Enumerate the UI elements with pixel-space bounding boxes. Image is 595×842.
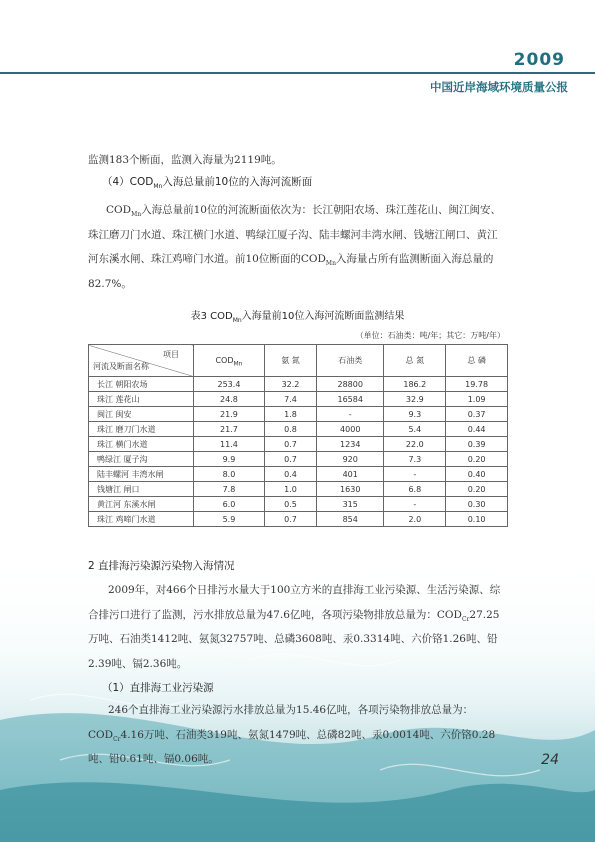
cell-river-name: 鸭绿江 厦子沟 — [89, 452, 194, 467]
cell-tp: 0.20 — [446, 452, 508, 467]
cell-river-name: 长江 朝阳农场 — [89, 377, 194, 392]
cell-cod: 11.4 — [194, 437, 265, 452]
cell-oil: 315 — [317, 497, 384, 512]
cell-tn: - — [384, 497, 446, 512]
cell-tp: 0.39 — [446, 437, 508, 452]
table-row — [89, 512, 508, 527]
cell-tn: 186.2 — [384, 377, 446, 392]
col-header-cod: $COD_{Mn}$ — [194, 345, 265, 377]
cod-river-table — [88, 344, 508, 527]
cell-tn: 32.9 — [384, 392, 446, 407]
intro-line: 监测183个断面，监测入海量为2119吨。 — [88, 154, 282, 166]
table-row — [89, 437, 508, 452]
cell-tn: 2.0 — [384, 512, 446, 527]
col-header-total-phosphorus: 总 磷 — [446, 345, 508, 377]
cell-tp: 0.40 — [446, 467, 508, 482]
cell-nh: 1.0 — [264, 482, 316, 497]
corner-top-label: 项目 — [163, 350, 179, 359]
cell-river-name: 珠江 鸡啼门水道 — [89, 512, 194, 527]
cell-nh: 1.8 — [264, 407, 316, 422]
table-row — [89, 377, 508, 392]
corner-bottom-label: 河流及断面名称 — [93, 362, 149, 371]
cell-cod: 21.7 — [194, 422, 265, 437]
table-row — [89, 422, 508, 437]
header-rule — [0, 72, 595, 74]
cell-nh: 0.4 — [264, 467, 316, 482]
cell-oil: 401 — [317, 467, 384, 482]
cell-nh: 7.4 — [264, 392, 316, 407]
table-row — [89, 407, 508, 422]
cell-oil: 854 — [317, 512, 384, 527]
section-2-heading: 2 直排海污染源污染物入海情况 — [88, 560, 235, 572]
cell-tp: 0.20 — [446, 482, 508, 497]
subsection-1-heading: （1）直排海工业污染源 — [102, 682, 214, 694]
cell-nh: 0.7 — [264, 512, 316, 527]
cell-tn: 7.3 — [384, 452, 446, 467]
cell-oil: 1234 — [317, 437, 384, 452]
page-number: 24 — [541, 752, 559, 768]
table-row — [89, 497, 508, 512]
cell-river-name: 陆丰螺河 丰湾水闸 — [89, 467, 194, 482]
cell-tn: - — [384, 467, 446, 482]
cell-cod: 7.8 — [194, 482, 265, 497]
cell-tp: 0.44 — [446, 422, 508, 437]
table-header-row — [89, 345, 508, 377]
table-caption: 表3 $COD_{Mn}$入海量前10位入海河流断面监测结果 — [190, 311, 405, 324]
header-year: 2009 — [513, 50, 565, 70]
col-header-total-nitrogen: 总 氮 — [384, 345, 446, 377]
section-4-paragraph: $COD_{Mn}$入海总量前10位的河流断面依次为：长江朝阳农场、珠江莲花山、闽江闽安、珠江磨刀门水道、珠江横门水道、鸭绿江厦子沟、陆丰螺河丰湾水闸、钱塘江闸口、黄江河东溪水闸、珠江鸡啼门水道。前10位断面的$COD_{Mn}$入海量占所有监测断面入海总量的82.7%。 — [88, 204, 501, 290]
cell-oil: 28800 — [317, 377, 384, 392]
cell-tn: 9.3 — [384, 407, 446, 422]
cell-tn: 22.0 — [384, 437, 446, 452]
cell-tp: 0.37 — [446, 407, 508, 422]
cell-tp: 0.30 — [446, 497, 508, 512]
cell-tn: 5.4 — [384, 422, 446, 437]
table-corner-cell — [89, 345, 194, 377]
cell-river-name: 闽江 闽安 — [89, 407, 194, 422]
section-4-heading: $(4)COD_{Mn}$入海总量前10位的入海河流断面 — [102, 176, 313, 191]
cell-cod: 8.0 — [194, 467, 265, 482]
col-header-oil: 石油类 — [317, 345, 384, 377]
cell-nh: 0.5 — [264, 497, 316, 512]
cell-river-name: 珠江 横门水道 — [89, 437, 194, 452]
col-header-ammonia: 氨 氮 — [264, 345, 316, 377]
cell-cod: 9.9 — [194, 452, 265, 467]
header-subtitle: 中国近岸海域环境质量公报 — [430, 80, 568, 94]
cell-river-name: 钱塘江 闸口 — [89, 482, 194, 497]
cell-river-name: 黄江河 东溪水闸 — [89, 497, 194, 512]
cell-nh: 0.8 — [264, 422, 316, 437]
table-row — [89, 467, 508, 482]
table-row — [89, 452, 508, 467]
table-unit-note: （单位：石油类：吨/年；其它：万吨/年） — [355, 331, 505, 340]
cell-oil: - — [317, 407, 384, 422]
cell-tp: 1.09 — [446, 392, 508, 407]
cell-cod: 253.4 — [194, 377, 265, 392]
cell-cod: 6.0 — [194, 497, 265, 512]
cell-cod: 5.9 — [194, 512, 265, 527]
cell-cod: 21.9 — [194, 407, 265, 422]
section-2-paragraph: 2009年，对466个日排污水量大于100立方米的直排海工业污染源、生活污染源、综合排污口进行了监测，污水排放总量为47.6亿吨，各项污染物排放总量为：$COD_{Cr}27.25$万吨、石油类1412吨、氨氮32757吨、总磷3608吨、汞0.3314吨、六价铬1.26吨、铅2.39吨、镉2.36吨。 — [88, 584, 501, 670]
cell-tp: 19.78 — [446, 377, 508, 392]
cell-oil: 4000 — [317, 422, 384, 437]
cell-oil: 920 — [317, 452, 384, 467]
subsection-1-paragraph: 246个直排海工业污染源污水排放总量为15.46亿吨，各项污染物排放总量为：$COD_{Cr}4.16$万吨、石油类319吨、氨氮1479吨、总磷82吨、汞0.0014吨、六价铬0.28吨、铅0.61吨、镉0.06吨。 — [88, 704, 496, 765]
cell-oil: 16584 — [317, 392, 384, 407]
cell-oil: 1630 — [317, 482, 384, 497]
cell-tp: 0.10 — [446, 512, 508, 527]
table-row — [89, 482, 508, 497]
table-row — [89, 392, 508, 407]
cell-tn: 6.8 — [384, 482, 446, 497]
cell-cod: 24.8 — [194, 392, 265, 407]
cell-river-name: 珠江 磨刀门水道 — [89, 422, 194, 437]
cell-river-name: 珠江 莲花山 — [89, 392, 194, 407]
table-body — [89, 377, 508, 527]
cell-nh: 0.7 — [264, 437, 316, 452]
cell-nh: 32.2 — [264, 377, 316, 392]
cell-nh: 0.7 — [264, 452, 316, 467]
